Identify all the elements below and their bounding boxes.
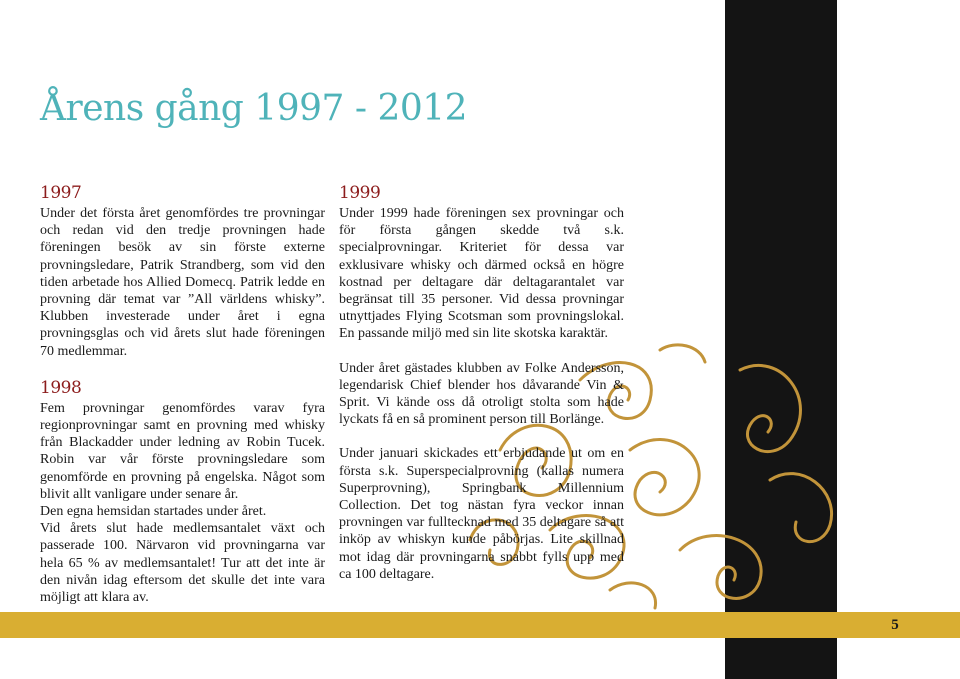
paragraph-1998-b: Den egna hemsidan startades under året. bbox=[40, 504, 267, 520]
paragraph-superprovning: Under januari skickades ett erbjudande ut om en första s.k. Superspecialprovning (kallas numera Superprovning), Springbank Millennium Collection. Det tog nästan fyra veckor innan provningen var fulltecknad med 35 deltagare så att inköp av whiskyn kunde påbörjas. Lite skillnad mot idag där provningarna snabbt fylls upp med ca 100 deltagare. bbox=[339, 446, 624, 582]
year-heading-1998: 1998 bbox=[40, 377, 82, 398]
spacer bbox=[40, 360, 325, 377]
right-column bbox=[339, 182, 624, 583]
year-heading-1999: 1999 bbox=[339, 183, 381, 203]
page-number: 5 bbox=[891, 617, 899, 633]
spacer bbox=[339, 343, 624, 360]
paragraph-1999: Under 1999 hade föreningen sex provningar och för första gången skedde två s.k. specialprovningar. Kriteriet för dessa var exklusivare whisky och därmed också en högre kostnad per deltagare där deltagarantalet var begränsat till 35 personer. Vid dessa provningar utnyttjades Flying Scotsman som provningslokal. En passande miljö med sin lite skotska karaktär. bbox=[339, 206, 624, 342]
page-title: Årens gång 1997 - 2012 bbox=[40, 88, 468, 129]
paragraph-folke: Under året gästades klubben av Folke Andersson, legendarisk Chief blender hos dåvarande Vin & Sprit. Vi kände oss då otroligt stolta som hade lyckats få en så prominent person till Borlänge. bbox=[339, 360, 624, 428]
paragraph-1998-a: Fem provningar genomfördes varav fyra regionprovningar samt en provning med whisky från Blackadder under ledning av Robin Tucek. Robin var vår förste provningsledare som genomförde en provning på engelska. Något som blivit allt vanligare under senare år. bbox=[40, 400, 325, 502]
gold-stripe bbox=[0, 612, 960, 638]
left-column bbox=[40, 182, 325, 606]
spacer bbox=[339, 428, 624, 445]
year-heading-1997: 1997 bbox=[40, 183, 82, 203]
paragraph-1997: Under det första året genomfördes tre provningar och redan vid den tredje provningen hade föreningen besök av sin förste externe provningsledare, Patrik Strandberg, som vid den tiden arbetade hos Allied Domecq. Patrik ledde en provning där temat var ”All världens whisky”. Klubben investerade under året i egna provningsglas och vid årets slut hade föreningen 70 medlemmar. bbox=[40, 206, 325, 359]
paragraph-1998-c: Vid årets slut hade medlemsantalet växt och passerade 100. Närvaron vid provningarna var hela 65 % av medlemsantalet! Tur att det inte är den nivån idag eftersom det skulle det inte vara möjligt att klara av. bbox=[40, 521, 325, 606]
